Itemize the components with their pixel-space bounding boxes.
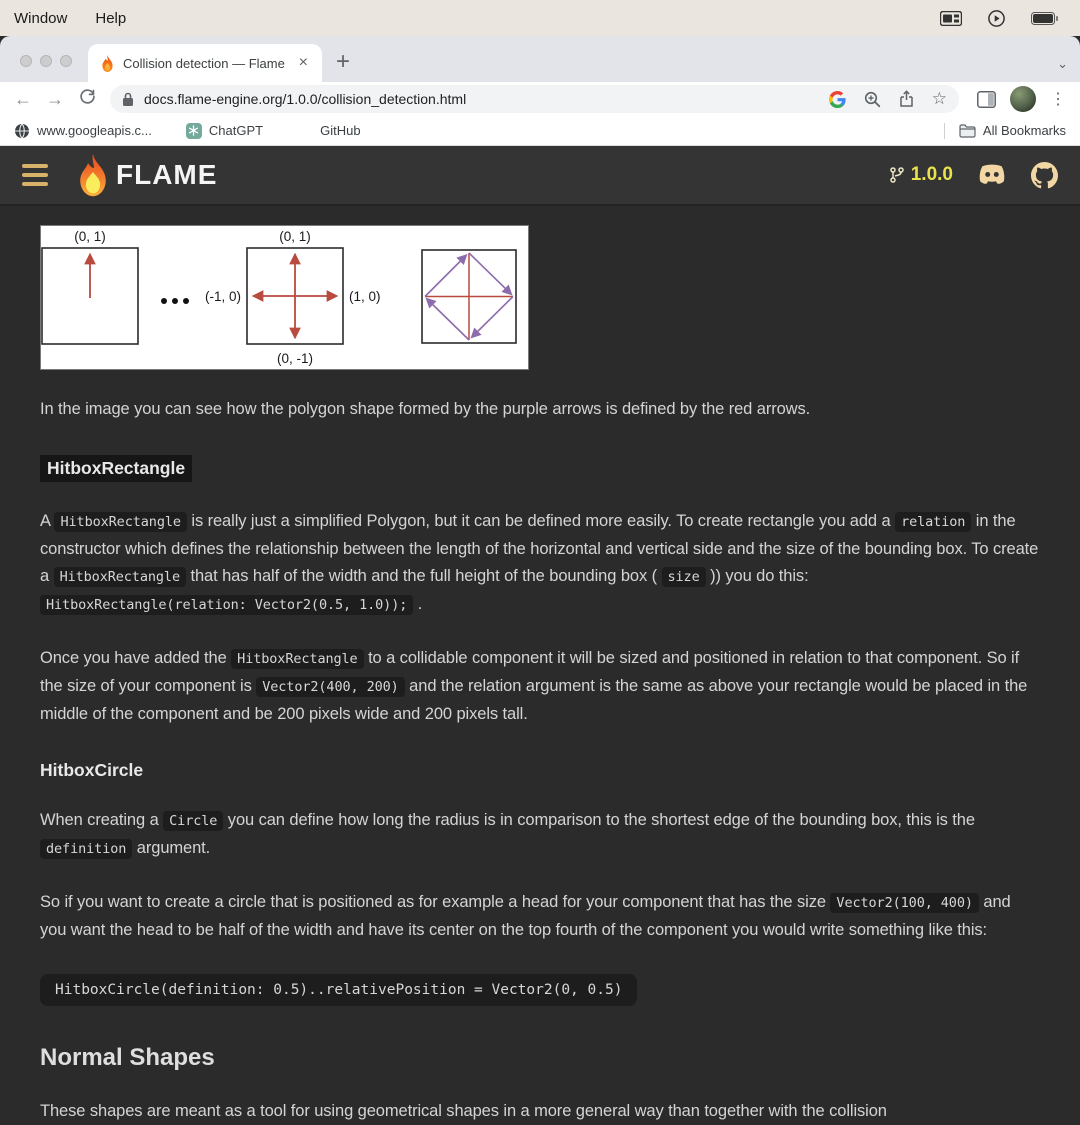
tab-close-icon[interactable]: × [298, 54, 308, 71]
bookmarks-bar [0, 116, 1080, 146]
code-block: HitboxCircle(definition: 0.5)..relativePosition = Vector2(0, 0.5) [40, 974, 637, 1006]
minimize-window-button[interactable] [40, 55, 52, 67]
google-g-icon[interactable] [829, 91, 846, 108]
docs-content [0, 206, 1080, 1125]
bookmark-chatgpt[interactable] [186, 123, 263, 139]
window-controls [20, 55, 72, 67]
inline-code: HitboxRectangle [54, 512, 186, 532]
back-icon[interactable]: ← [14, 88, 32, 109]
chrome-menu-kebab-icon[interactable]: ⋮ [1050, 91, 1066, 108]
browser-tab[interactable] [88, 44, 322, 82]
paragraph-hitbox-rectangle-2: Once you have added the HitboxRectangle to a collidable component it will be sized and positioned in relation to that component. So if the size of your component is Vector2(400, 200) and the relation argument is the same as above your rectangle would be placed in the middle of the component and be 200 pixels wide and 200 pixels tall. [40, 649, 1028, 723]
bookmark-googleapis[interactable] [14, 123, 152, 139]
hamburger-menu-icon[interactable] [22, 164, 48, 186]
url-text[interactable]: docs.flame-engine.org/1.0.0/collision_detection.html [144, 91, 467, 107]
tab-favicon-flame-icon [100, 55, 115, 72]
heading-hitbox-circle: HitboxCircle [40, 760, 144, 780]
inline-code: HitboxRectangle [54, 567, 186, 587]
inline-code: relation [895, 512, 971, 532]
paragraph-hitbox-rectangle-1: A HitboxRectangle is really just a simplified Polygon, but it can be defined more easily. To create rectangle you add a relation in the constructor which defines the relationship between the length of the horizontal and vertical side and the size of the bounding box. To create a HitboxRectangle that has half of the width and the full height of the bounding box ( size )) you do this: HitboxRectangle(relation: Vector2(0.5, 1.0)); . [40, 512, 1039, 613]
inline-code: Vector2(100, 400) [830, 893, 978, 913]
menu-help[interactable]: Help [95, 9, 127, 27]
chatgpt-icon [186, 123, 202, 139]
heading-normal-shapes: Normal Shapes [40, 1044, 215, 1071]
inline-code: Vector2(400, 200) [256, 677, 404, 697]
heading-hitbox-rectangle [40, 455, 1040, 482]
flame-logo[interactable] [76, 153, 217, 197]
toolbar-right [969, 86, 1070, 112]
close-window-button[interactable] [20, 55, 32, 67]
all-bookmarks-button[interactable] [959, 123, 1066, 138]
tab-search-chevron-icon[interactable]: ⌄ [1057, 56, 1068, 71]
inline-code: HitboxRectangle [231, 649, 363, 669]
tab-title: Collision detection — Flame [123, 55, 285, 71]
address-bar[interactable] [110, 85, 959, 113]
figure-label: (0, 1) [279, 229, 311, 244]
profile-avatar[interactable] [1010, 86, 1036, 112]
discord-icon[interactable] [977, 163, 1007, 187]
paragraph-hitbox-circle-2: So if you want to create a circle that is positioned as for example a head for your component that has the size Vector2(100, 400) and you want the head to be half of the width and have its center on the top fourth of the component you would write something like this: [40, 893, 1011, 939]
site-header [0, 146, 1080, 206]
site-title: FLAME [116, 159, 218, 190]
git-branch-icon [889, 165, 905, 185]
battery-icon [1031, 12, 1058, 25]
bookmarks-divider [944, 123, 945, 139]
github-icon[interactable] [1031, 162, 1058, 189]
all-bookmarks-label: All Bookmarks [982, 123, 1066, 138]
zoom-window-button[interactable] [60, 55, 72, 67]
zoom-plus-icon[interactable] [864, 91, 881, 108]
forward-icon[interactable]: → [46, 88, 64, 109]
heading-highlight: HitboxRectangle [40, 455, 192, 482]
browser-toolbar [0, 82, 1080, 116]
star-icon[interactable]: ☆ [931, 89, 947, 108]
menu-window[interactable]: Window [14, 9, 68, 27]
tab-strip [0, 36, 1080, 82]
vector-directions-figure [40, 225, 529, 370]
bookmark-github[interactable] [297, 123, 360, 139]
paragraph-normal-shapes: These shapes are meant as a tool for using geometrical shapes in a more general way than together with the collision [40, 1102, 887, 1120]
flame-logo-icon [76, 153, 110, 197]
figure-label: (-1, 0) [204, 289, 241, 304]
bookmark-label: ChatGPT [208, 123, 264, 138]
paragraph-hitbox-circle-1: When creating a Circle you can define how long the radius is in comparison to the shortest edge of the bounding box, this is the definition argument. [40, 811, 975, 857]
inline-code: definition [40, 839, 132, 859]
screen-play-icon[interactable] [988, 10, 1005, 27]
globe-icon [14, 123, 30, 139]
input-source-icon[interactable] [940, 11, 962, 26]
bookmark-label: www.googleapis.c... [37, 123, 152, 138]
new-tab-button[interactable]: + [336, 48, 351, 75]
inline-code: size [662, 567, 706, 587]
version-label: 1.0.0 [910, 164, 953, 185]
blank-favicon [297, 123, 313, 139]
lock-icon[interactable] [122, 92, 134, 107]
version-selector[interactable] [889, 164, 953, 186]
menubar-status-icons [940, 10, 1066, 27]
reload-icon[interactable] [74, 88, 100, 110]
side-panel-icon[interactable] [977, 91, 996, 108]
folder-icon [959, 124, 976, 138]
figure-label: (0, 1) [74, 229, 106, 244]
bookmark-label: GitHub [320, 123, 361, 138]
figure-label: (0, -1) [276, 351, 314, 366]
inline-code: Circle [163, 811, 223, 831]
figure-label: (1, 0) [349, 289, 381, 304]
header-right [889, 162, 1058, 189]
share-icon[interactable] [899, 90, 914, 108]
macos-menubar [0, 0, 1080, 36]
inline-code: HitboxRectangle(relation: Vector2(0.5, 1.0)); [40, 595, 413, 615]
paragraph-intro: In the image you can see how the polygon shape formed by the purple arrows is defined by the red arrows. [40, 400, 811, 418]
